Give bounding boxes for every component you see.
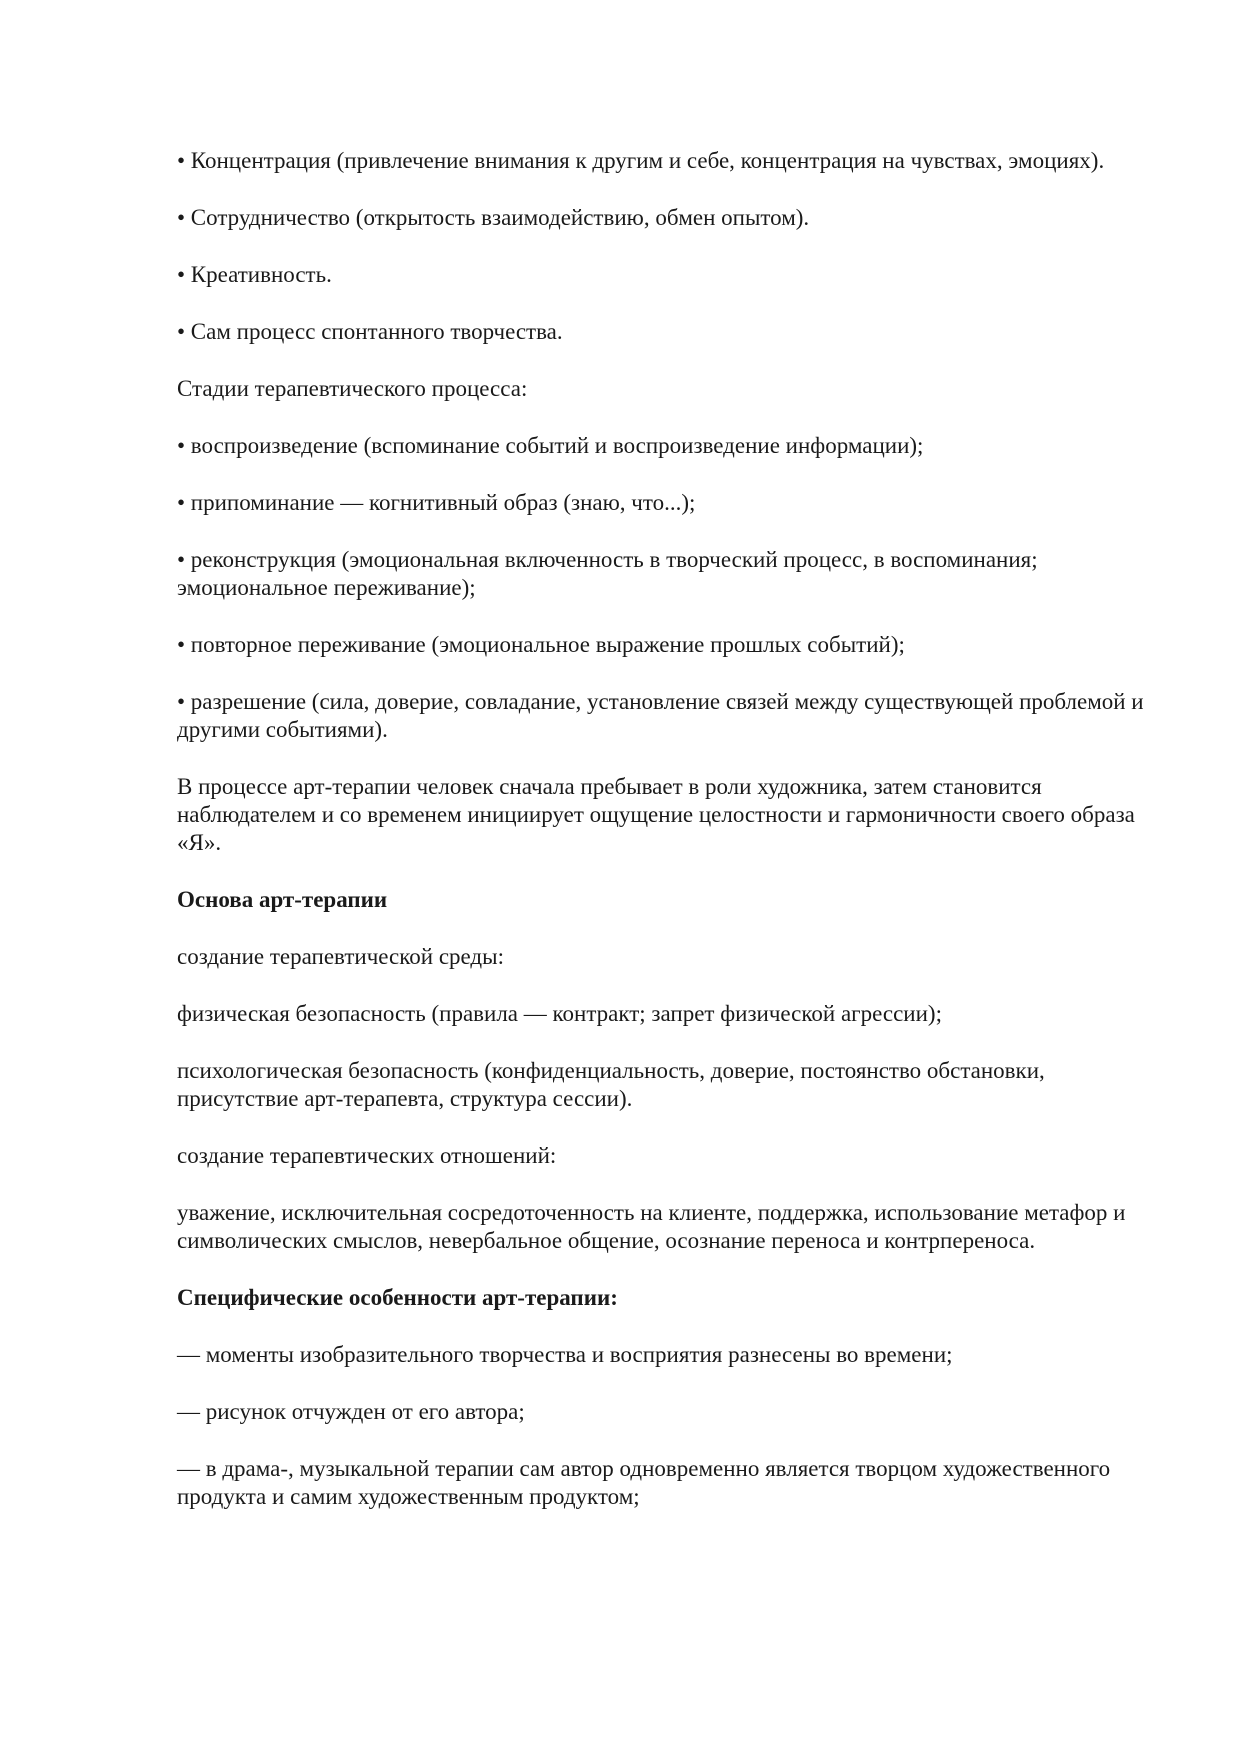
therapeutic-relations-intro: создание терапевтических отношений:	[177, 1143, 557, 1168]
section-heading-specifics: Специфические особенности арт-терапии:	[177, 1285, 618, 1310]
therapeutic-environment-intro: создание терапевтической среды:	[177, 944, 504, 969]
specific-feature-time: — моменты изобразительного творчества и восприятия разнесены во времени;	[177, 1342, 953, 1367]
psychological-safety: психологическая безопасность (конфиденциальность, доверие, постоянство обстановки, присутствие арт-терапевта, структура сессии).	[177, 1058, 1045, 1111]
physical-safety: физическая безопасность (правила — контракт; запрет физической агрессии);	[177, 1001, 942, 1026]
therapeutic-relations-details: уважение, исключительная сосредоточенность на клиенте, поддержка, использование метафор и символических смыслов, невербальное общение, осознание переноса и контрпереноса.	[177, 1200, 1126, 1253]
stage-resolution: • разрешение (сила, доверие, совладание, установление связей между существующей проблемой и другими событиями).	[177, 689, 1144, 742]
bullet-creativity: • Креативность.	[177, 262, 332, 287]
art-therapy-process-paragraph: В процессе арт-терапии человек сначала пребывает в роли художника, затем становится наблюдателем и со временем инициирует ощущение целостности и гармоничности своего образа «Я».	[177, 774, 1135, 855]
section-heading-basis: Основа арт-терапии	[177, 887, 388, 912]
stage-recollection: • припоминание — когнитивный образ (знаю, что...);	[177, 490, 696, 515]
specific-feature-alienation: — рисунок отчужден от его автора;	[177, 1399, 525, 1424]
stage-reproduction: • воспроизведение (вспоминание событий и воспроизведение информации);	[177, 433, 924, 458]
stages-intro: Стадии терапевтического процесса:	[177, 376, 528, 401]
specific-feature-drama-music: — в драма-, музыкальной терапии сам автор одновременно является творцом художественного продукта и самим художественным продуктом;	[177, 1456, 1111, 1509]
bullet-spontaneous-creativity: • Сам процесс спонтанного творчества.	[177, 319, 563, 344]
stage-re-experiencing: • повторное переживание (эмоциональное выражение прошлых событий);	[177, 632, 905, 657]
document-body	[177, 147, 1157, 1540]
bullet-concentration: • Концентрация (привлечение внимания к другим и себе, концентрация на чувствах, эмоциях).	[177, 148, 1105, 173]
bullet-cooperation: • Сотрудничество (открытость взаимодействию, обмен опытом).	[177, 205, 810, 230]
stage-reconstruction: • реконструкция (эмоциональная включенность в творческий процесс, в воспоминания; эмоциональное переживание);	[177, 547, 1038, 600]
